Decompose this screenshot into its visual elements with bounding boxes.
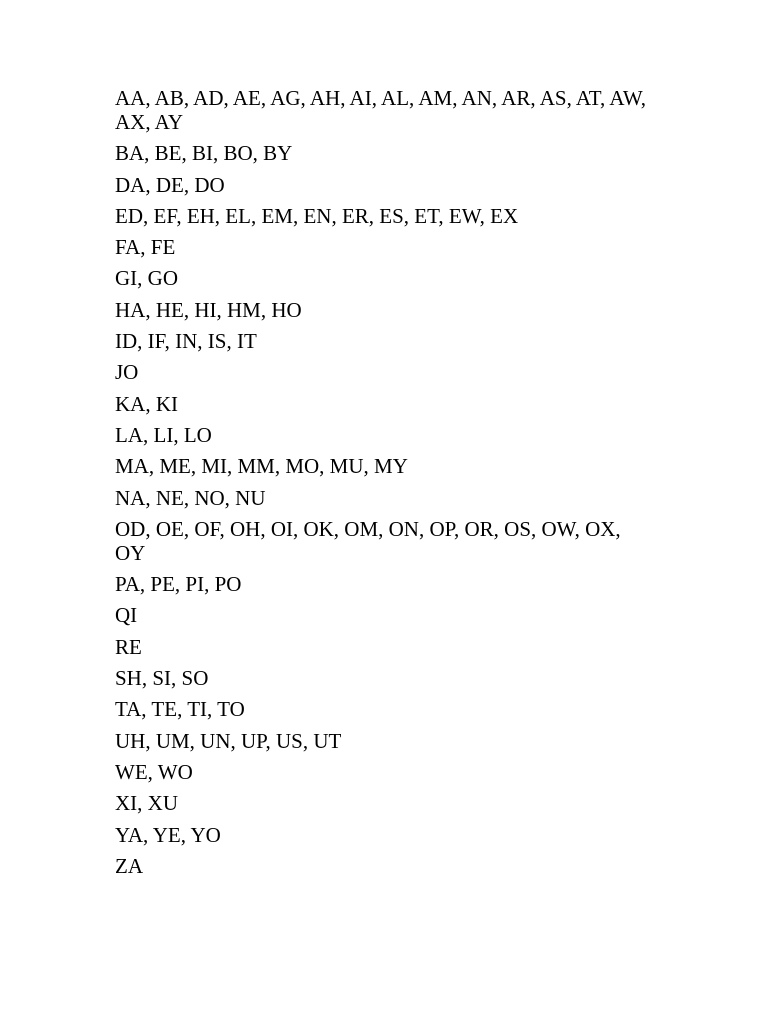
word-line-r: RE <box>115 634 142 659</box>
two-letter-word-list <box>115 86 655 885</box>
word-line-s: SH, SI, SO <box>115 666 209 691</box>
word-line-p: PA, PE, PI, PO <box>115 572 242 597</box>
word-line-y: YA, YE, YO <box>115 822 221 847</box>
word-line-q: QI <box>115 603 138 628</box>
word-line-e: ED, EF, EH, EL, EM, EN, ER, ES, ET, EW, EX <box>115 203 519 228</box>
word-line-u: UH, UM, UN, UP, US, UT <box>115 728 342 753</box>
word-line-i: ID, IF, IN, IS, IT <box>115 329 257 354</box>
word-line-b: BA, BE, BI, BO, BY <box>115 141 293 166</box>
word-line-g: GI, GO <box>115 266 178 291</box>
word-line-t: TA, TE, TI, TO <box>115 697 245 722</box>
word-line-o: OD, OE, OF, OH, OI, OK, OM, ON, OP, OR, OS, OW, OX, OY <box>115 516 621 565</box>
word-line-x: XI, XU <box>115 791 178 816</box>
word-line-a: AA, AB, AD, AE, AG, AH, AI, AL, AM, AN, AR, AS, AT, AW, AX, AY <box>115 86 646 134</box>
word-line-n: NA, NE, NO, NU <box>115 485 266 510</box>
word-line-w: WE, WO <box>115 759 193 784</box>
word-line-j: JO <box>115 360 139 385</box>
word-line-d: DA, DE, DO <box>115 172 225 197</box>
word-line-f: FA, FE <box>115 235 176 260</box>
word-line-m: MA, ME, MI, MM, MO, MU, MY <box>115 454 408 479</box>
word-line-z: ZA <box>115 853 143 878</box>
word-line-l: LA, LI, LO <box>115 422 212 447</box>
word-line-h: HA, HE, HI, HM, HO <box>115 297 302 322</box>
word-line-k: KA, KI <box>115 391 178 416</box>
